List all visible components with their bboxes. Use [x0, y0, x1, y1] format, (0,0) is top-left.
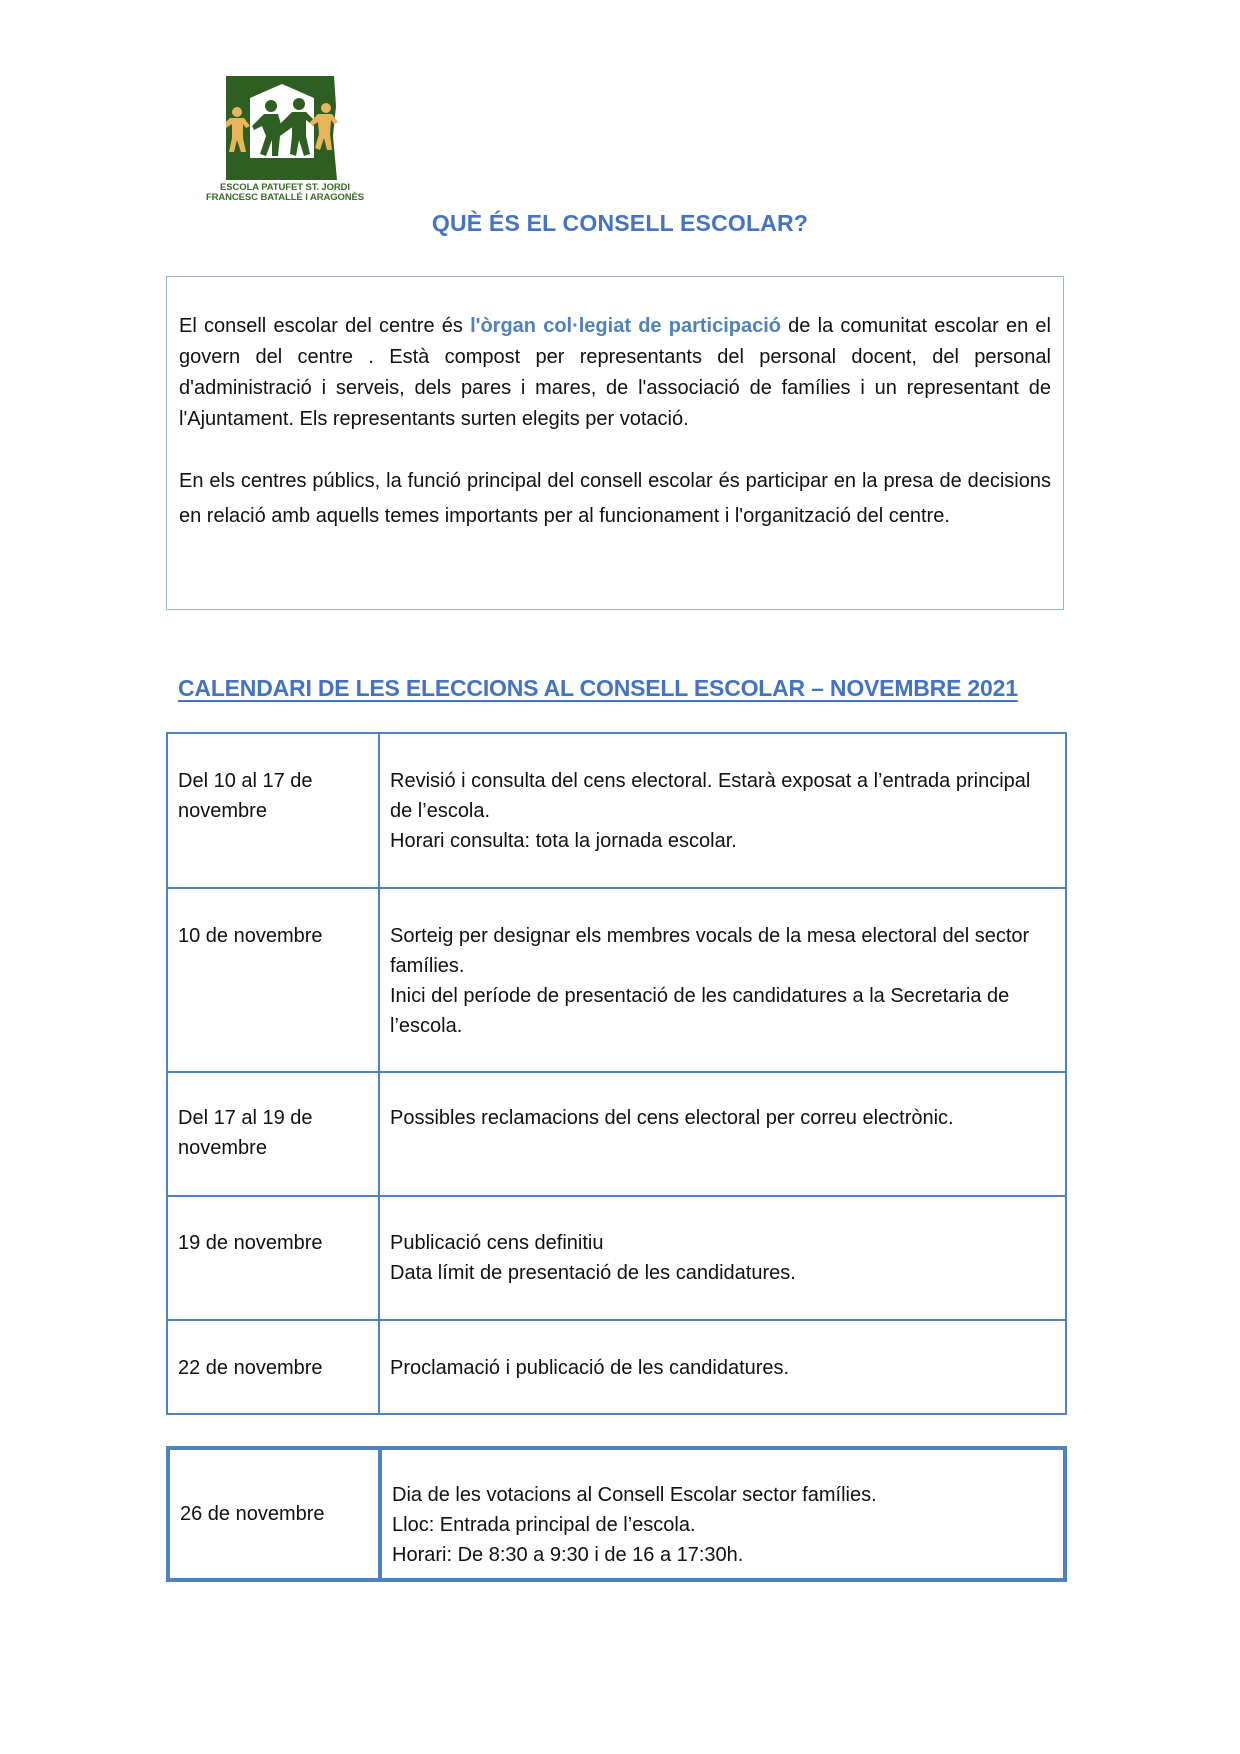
table-row: [167, 888, 1066, 1072]
table-row: [167, 1196, 1066, 1320]
vote-date: 26 de novembre: [168, 1448, 380, 1580]
row-date: 10 de novembre: [167, 888, 379, 1072]
table-row: [167, 1072, 1066, 1196]
page-title: QUÈ ÉS EL CONSELL ESCOLAR?: [431, 210, 809, 236]
intro-paragraph-2: En els centres públics, la funció principal del consell escolar és participar en la presa de decisions en relació amb aquells temes importants per al funcionament i l'organització del centre.: [179, 470, 1051, 527]
table-row: [167, 733, 1066, 888]
row-description: Proclamació i publicació de les candidatures.: [379, 1320, 1066, 1414]
calendar-title: CALENDARI DE LES ELECCIONS AL CONSELL ESCOLAR – NOVEMBRE 2021: [178, 675, 1018, 701]
row-description: Publicació cens definitiu Data límit de presentació de les candidatures.: [379, 1196, 1066, 1320]
intro-box: [166, 276, 1064, 610]
row-date: 19 de novembre: [167, 1196, 379, 1320]
table-row: [168, 1448, 1065, 1580]
vote-description: Dia de les votacions al Consell Escolar sector famílies. Lloc: Entrada principal de l’escola. Horari: De 8:30 a 9:30 i de 16 a 17:30h.: [380, 1448, 1065, 1580]
school-logo-icon: [226, 76, 338, 180]
calendar-table: [166, 732, 1067, 1415]
intro-highlight: l'òrgan col·legiat de participació: [470, 315, 781, 337]
school-logo: [190, 74, 380, 206]
row-date: 22 de novembre: [167, 1320, 379, 1414]
row-date: Del 17 al 19 de novembre: [167, 1072, 379, 1196]
school-name: ESCOLA PATUFET ST. JORDI FRANCESC BATALLÉ I ARAGONÈS: [205, 182, 365, 203]
row-description: Sorteig per designar els membres vocals de la mesa electoral del sector famílies. Inici del període de presentació de les candidatures a la Secretaria de l’escola.: [379, 888, 1066, 1072]
intro-paragraph-1: El consell escolar del centre és l'òrgan col·legiat de participació de la comunitat escolar en el govern del centre . Està compost per representants del personal docent, del personal d'administració i serveis, dels pares i mares, de l'associació de famílies i un representant de l'Ajuntament. Els representants surten elegits per votació.: [179, 315, 1051, 430]
voting-day-table: [166, 1446, 1067, 1582]
row-date: Del 10 al 17 de novembre: [167, 733, 379, 888]
row-description: Possibles reclamacions del cens electoral per correu electrònic.: [379, 1072, 1066, 1196]
table-row: [167, 1320, 1066, 1414]
row-description: Revisió i consulta del cens electoral. Estarà exposat a l’entrada principal de l’escola. Horari consulta: tota la jornada escolar.: [379, 733, 1066, 888]
